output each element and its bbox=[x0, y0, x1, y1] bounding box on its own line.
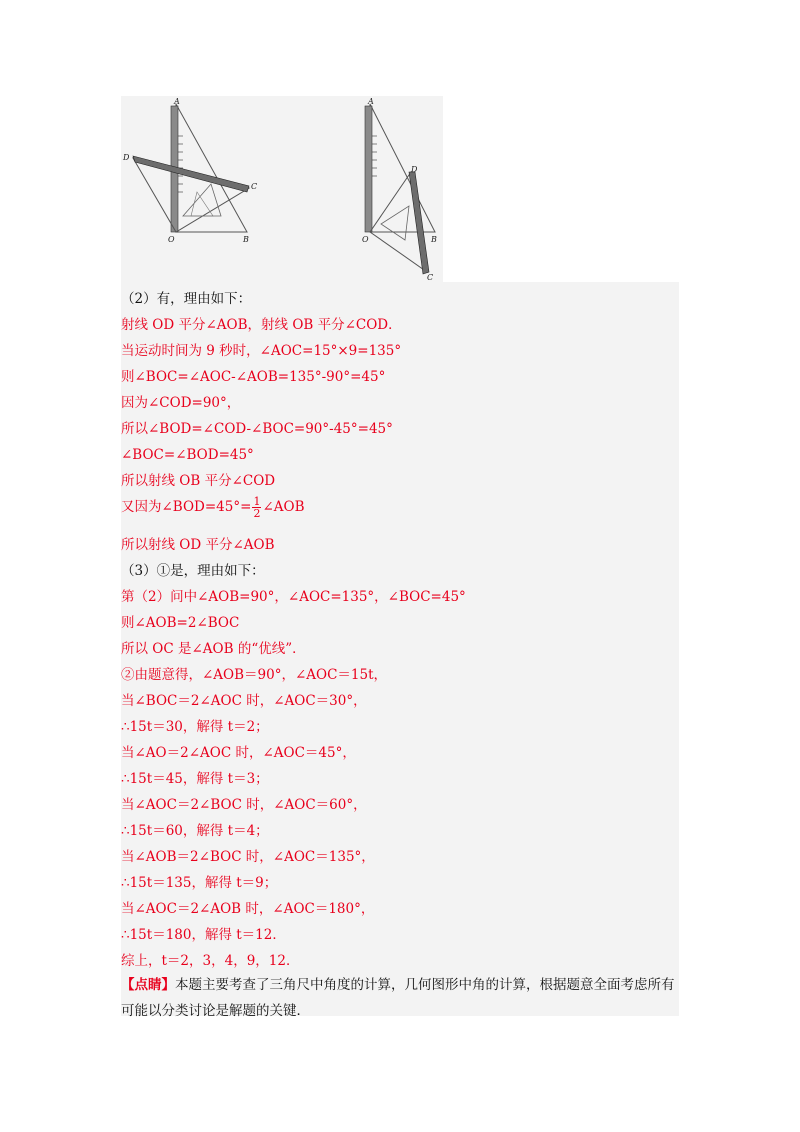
label-O: O bbox=[168, 235, 175, 244]
label-C: C bbox=[427, 273, 434, 282]
solution-line: ∴15t＝30，解得 t＝2； bbox=[121, 719, 269, 735]
fraction-line bbox=[121, 496, 305, 519]
solution-line: 所以 OC 是∠AOB 的“优线”． bbox=[121, 641, 306, 657]
label-A: A bbox=[368, 97, 374, 106]
solution-line: 第（2）问中∠AOB=90°，∠AOC=135°，∠BOC=45° bbox=[121, 589, 466, 605]
solution-line: 当运动时间为 9 秒时，∠AOC=15°×9=135° bbox=[121, 343, 402, 359]
fraction-suffix: ∠AOB bbox=[262, 499, 305, 515]
fraction-denominator: 2 bbox=[253, 507, 261, 520]
fraction bbox=[252, 496, 261, 519]
label-D: D bbox=[123, 153, 130, 162]
solution-line: 则∠BOC=∠AOC-∠AOB=135°-90°=45° bbox=[121, 369, 386, 385]
solution-text bbox=[121, 282, 679, 1019]
solution-line: ②由题意得，∠AOB＝90°，∠AOC＝15t， bbox=[121, 667, 388, 683]
label-O: O bbox=[362, 235, 369, 244]
figure-right bbox=[353, 96, 443, 282]
fraction-numerator: 1 bbox=[253, 495, 261, 508]
solution-line: 当∠AOB＝2∠BOC 时，∠AOC＝135°， bbox=[121, 849, 375, 865]
solution-line: 所以射线 OD 平分∠AOB bbox=[121, 537, 275, 553]
solution-line: ∴15t＝45，解得 t＝3； bbox=[121, 771, 269, 787]
label-D: D bbox=[411, 165, 418, 174]
solution-line: 所以射线 OB 平分∠COD bbox=[121, 473, 276, 489]
solution-line: 当∠AOC＝2∠AOB 时，∠AOC＝180°， bbox=[121, 901, 375, 917]
solution-line: 当∠BOC＝2∠AOC 时，∠AOC＝30°， bbox=[121, 693, 367, 709]
solution-line: 因为∠COD=90°， bbox=[121, 395, 241, 411]
label-A: A bbox=[174, 97, 180, 106]
solution-line: ∠BOC=∠BOD=45° bbox=[121, 447, 254, 463]
comment-paragraph bbox=[121, 972, 675, 1024]
part2-heading: （2）有，理由如下： bbox=[121, 291, 252, 307]
solution-line: ∴15t＝135，解得 t＝9； bbox=[121, 875, 278, 891]
fraction-prefix: 又因为∠BOD=45°= bbox=[121, 499, 252, 515]
solution-line: 则∠AOB=2∠BOC bbox=[121, 615, 240, 631]
solution-line: ∴15t＝60，解得 t＝4； bbox=[121, 823, 269, 839]
label-B: B bbox=[431, 235, 437, 244]
comment-tag: 【点睛】 bbox=[121, 977, 175, 993]
part3-heading: （3）①是，理由如下： bbox=[121, 563, 265, 579]
solution-line: 所以∠BOD=∠COD-∠BOC=90°-45°=45° bbox=[121, 421, 393, 437]
figure-left bbox=[121, 96, 281, 282]
comment-text: 本题主要考查了三角尺中角度的计算，几何图形中角的计算，根据题意全面考虑所有可能以分类讨论是解题的关键． bbox=[121, 977, 675, 1019]
solution-line: 当∠AOC＝2∠BOC 时，∠AOC＝60°， bbox=[121, 797, 367, 813]
label-B: B bbox=[243, 235, 249, 244]
figure-band bbox=[121, 96, 443, 282]
solution-line: ∴15t＝180，解得 t＝12． bbox=[121, 927, 286, 943]
solution-line: 射线 OD 平分∠AOB，射线 OB 平分∠COD． bbox=[121, 317, 402, 333]
solution-line: 当∠AO＝2∠AOC 时，∠AOC＝45°， bbox=[121, 745, 356, 761]
summary-line: 综上，t＝2，3，4，9，12． bbox=[121, 953, 300, 969]
label-C: C bbox=[251, 182, 258, 191]
